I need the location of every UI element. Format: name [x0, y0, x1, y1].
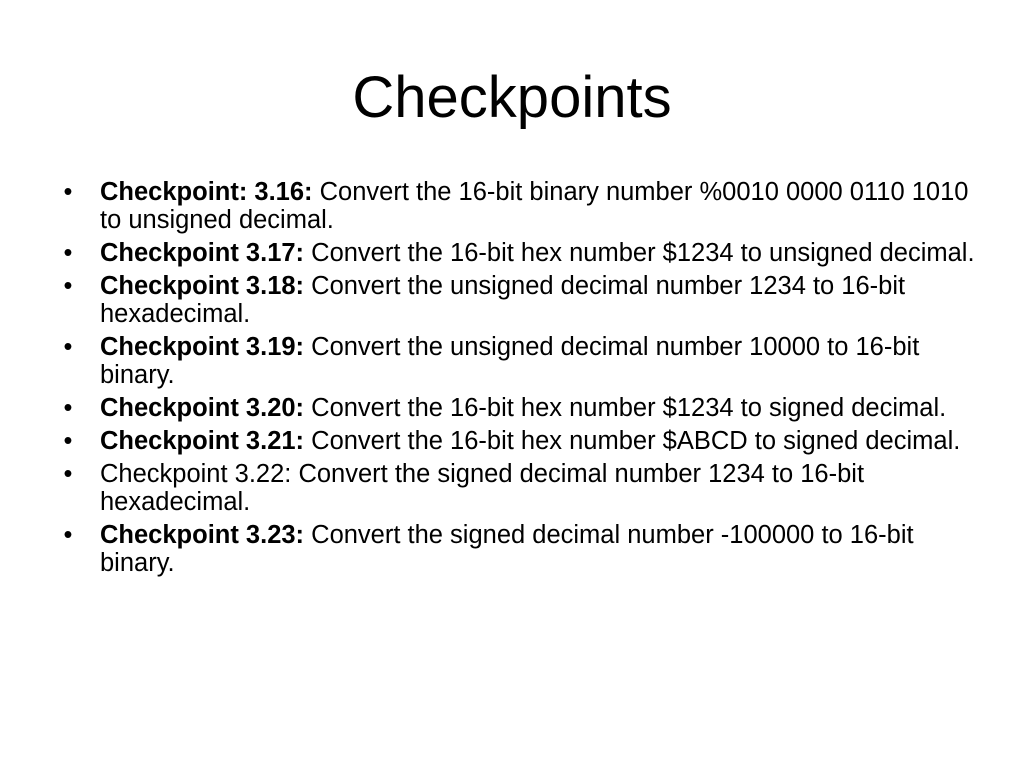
checkpoint-text: Convert the signed decimal number -100000 to 16-bit binary. [100, 521, 914, 577]
checkpoint-label: Checkpoint 3.23: [100, 521, 305, 549]
checkpoint-label: Checkpoint: 3.16: [100, 178, 313, 206]
checkpoint-text: Convert the 16-bit binary number %0010 0000 0110 1010 to unsigned decimal. [100, 178, 969, 234]
list-item [58, 272, 978, 328]
checkpoint-label: Checkpoint 3.22: [100, 460, 292, 488]
checkpoint-label: Checkpoint 3.20: [100, 394, 305, 422]
bullet-icon: • [63, 178, 73, 206]
checkpoint-label: Checkpoint 3.21: [100, 427, 305, 455]
list-item [58, 333, 978, 389]
checkpoint-label: Checkpoint 3.17: [100, 239, 305, 267]
checkpoint-text: Convert the unsigned decimal number 1234 to 16-bit hexadecimal. [100, 272, 906, 328]
checkpoint-text: Convert the 16-bit hex number $ABCD to signed decimal. [304, 427, 961, 455]
bullet-icon: • [63, 521, 73, 549]
checkpoint-text: Convert the 16-bit hex number $1234 to unsigned decimal. [304, 239, 975, 267]
bullet-icon: • [63, 333, 73, 361]
checkpoint-list [58, 178, 978, 582]
bullet-icon: • [63, 460, 73, 488]
bullet-icon: • [63, 239, 73, 267]
bullet-icon: • [63, 394, 73, 422]
checkpoint-text: Convert the signed decimal number 1234 to 16-bit hexadecimal. [100, 460, 865, 516]
list-item [58, 427, 978, 455]
list-item [58, 178, 978, 234]
list-item [58, 394, 978, 422]
checkpoint-label: Checkpoint 3.19: [100, 333, 305, 361]
slide-title: Checkpoints [352, 65, 672, 130]
checkpoint-text: Convert the unsigned decimal number 10000 to 16-bit binary. [100, 333, 920, 389]
list-item [58, 521, 978, 577]
list-item [58, 460, 978, 516]
bullet-icon: • [63, 427, 73, 455]
list-item [58, 239, 978, 267]
checkpoint-label: Checkpoint 3.18: [100, 272, 305, 300]
bullet-icon: • [63, 272, 73, 300]
checkpoint-text: Convert the 16-bit hex number $1234 to signed decimal. [304, 394, 947, 422]
